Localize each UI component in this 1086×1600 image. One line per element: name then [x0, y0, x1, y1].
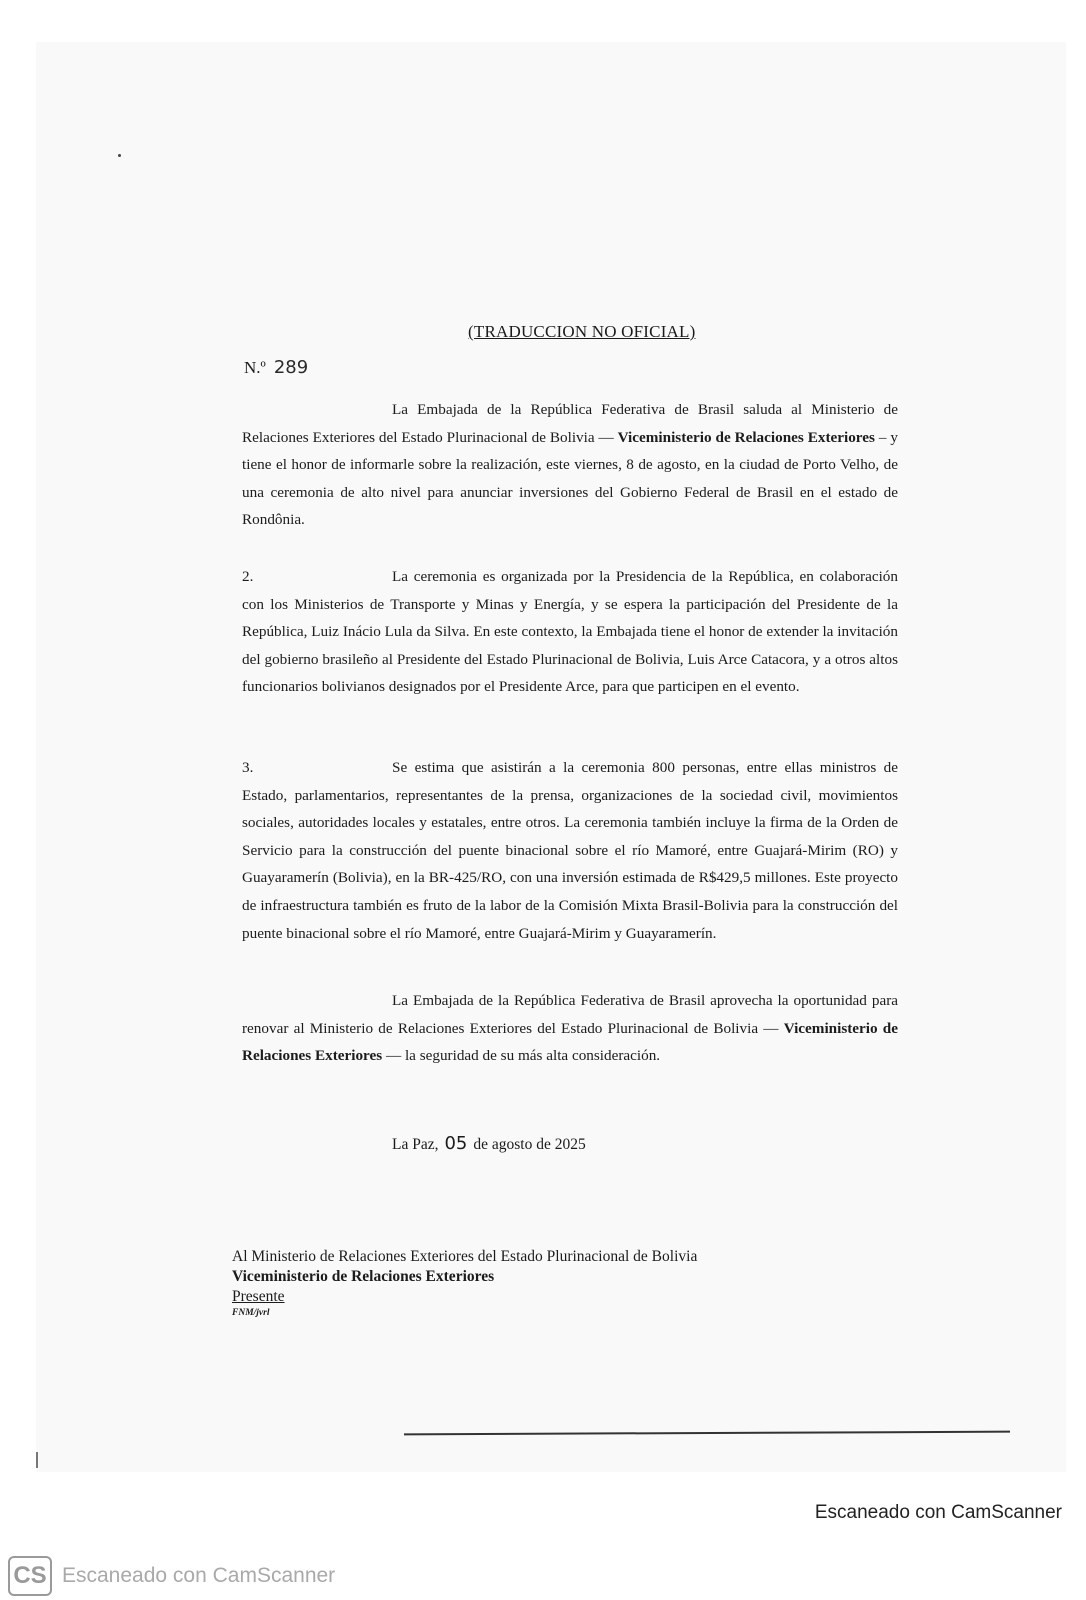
recipient-block	[232, 1247, 697, 1319]
paragraph-2-number: 2.	[242, 568, 254, 585]
note-number-label: N.º	[244, 358, 266, 377]
paragraph-3	[242, 754, 898, 947]
paragraph-2-text: La ceremonia es organizada por la Presidencia de la República, en colaboración con los Ministerios de Transporte y Minas y Energía, y se espera la participación del Presidente de la República, Luiz Inácio Lula da Silva. En este contexto, la Embajada tiene el honor de extender la invitación del gobierno brasileño al Presidente del Estado Plurinacional de Bolivia, Luis Arce Catacora, y a otros altos funcionarios bolivianos designados por el Presidente Arce, para que participen en el evento.	[242, 568, 898, 696]
reference-initials: FNM/jvrl	[232, 1308, 270, 1318]
camscanner-watermark-right: Escaneado con CamScanner	[814, 1502, 1062, 1523]
date-line	[392, 1133, 586, 1154]
date-day-handwritten: 05	[444, 1133, 468, 1154]
recipient-line-2: Viceministerio de Relaciones Exteriores	[232, 1268, 495, 1285]
paragraph-3-text: Se estima que asistirán a la ceremonia 800 personas, entre ellas ministros de Estado, parlamentarios, representantes de la prensa, organizaciones de la sociedad civil, movimientos sociales, autoridades locales y estatales, entre otros. La ceremonia también incluye la firma de la Orden de Servicio para la construcción del puente binacional sobre el río Mamoré, entre Guajará-Mirim (RO) y Guayaramerín (Bolivia), en la BR-425/RO, con una inversión estimada de R$429,5 millones. Este proyecto de infraestructura también es fruto de la labor de la Comisión Mixta Brasil-Bolivia para la construcción del puente binacional sobre el río Mamoré, entre Guajará-Mirim y Guayaramerín.	[242, 759, 898, 942]
note-number	[244, 357, 308, 378]
note-number-handwritten: 289	[273, 357, 309, 378]
paragraph-1-text-b: – y tiene el honor de informarle sobre la realización, este viernes, 8 de agosto, en la ciudad de Porto Velho, de una ceremonia de alto nivel para anunciar inversiones del Gobierno Federal de Brasil en el estado de Rondônia.	[242, 428, 898, 529]
paragraph-4-text-a: La Embajada de la República Federativa de Brasil aprovecha la oportunidad para renovar al Ministerio de Relaciones Exteriores del Estado Plurinacional de Bolivia —	[242, 992, 898, 1037]
date-suffix: de agosto de 2025	[473, 1136, 586, 1153]
paragraph-1-bold: Viceministerio de Relaciones Exteriores	[617, 428, 875, 446]
paragraph-4	[242, 987, 898, 1070]
recipient-line-3: Presente	[232, 1288, 285, 1305]
paragraph-1-text-a: La Embajada de la República Federativa de Brasil saluda al Ministerio de Relaciones Exteriores del Estado Plurinacional de Bolivia —	[242, 401, 898, 446]
camscanner-logo-icon: CS	[8, 1556, 52, 1596]
date-prefix: La Paz,	[392, 1136, 439, 1153]
scan-edge-mark	[36, 1452, 38, 1468]
recipient-line-1: Al Ministerio de Relaciones Exteriores del Estado Plurinacional de Bolivia	[232, 1248, 698, 1265]
camscanner-watermark-bottom: Escaneado con CamScanner	[62, 1564, 336, 1587]
paragraph-4-text-b: — la seguridad de su más alta consideración.	[382, 1047, 661, 1065]
paragraph-1	[242, 396, 898, 534]
paragraph-4-bold: Viceministerio de Relaciones Exteriores	[242, 1019, 898, 1065]
paragraph-2	[242, 563, 898, 701]
document-title: (TRADUCCION NO OFICIAL)	[468, 322, 696, 341]
scan-speck	[118, 154, 121, 157]
paragraph-3-number: 3.	[242, 759, 254, 776]
